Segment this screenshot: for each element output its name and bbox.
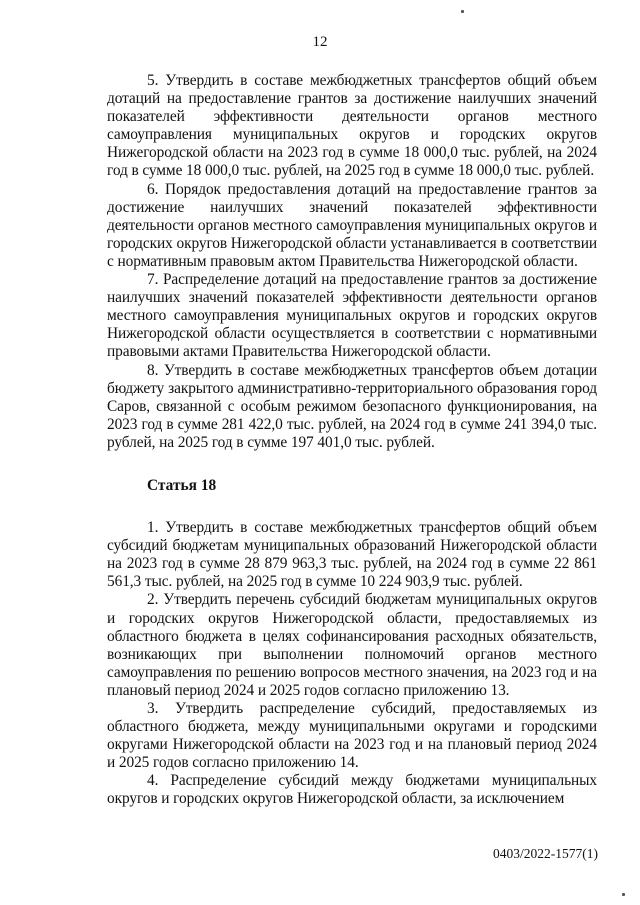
article-18-item-4: 4. Распределение субсидий между бюджетами муниципальных округов и городских округов Нижегородской области, за исключением (107, 772, 597, 808)
article-18-item-2: 2. Утвердить перечень субсидий бюджетам муниципальных округов и городских округов Нижегородской области, предоставляемых из областного бюджета в целях софинансирования расходных обязательств, возникающих при выполнении полномочий органов местного самоуправления по решению вопросов местного значения, на 2023 год и на плановый период 2024 и 2025 годов согласно приложению 13. (107, 591, 597, 699)
article-18-item-3: 3. Утвердить распределение субсидий, предоставляемых из областного бюджета, между муниципальными округами и городскими округами Нижегородской области на 2023 год и на плановый период 2024 и 2025 годов согласно приложению 14. (107, 700, 597, 772)
article-18-item-1: 1. Утвердить в составе межбюджетных трансфертов общий объем субсидий бюджетам муниципальных образований Нижегородской области на 2023 год в сумме 28 879 963,3 тыс. рублей, на 2024 год в сумме 22 861 561,3 тыс. рублей, на 2025 год в сумме 10 224 903,9 тыс. рублей. (107, 519, 597, 591)
paragraph-item-5: 5. Утвердить в составе межбюджетных трансфертов общий объем дотаций на предоставление грантов за достижение наилучших значений показателей эффективности деятельности органов местного самоуправления муниципальных округов и городских округов Нижегородской области на 2023 год в сумме 18 000,0 тыс. рублей, на 2024 год в сумме 18 000,0 тыс. рублей, на 2025 год в сумме 18 000,0 тыс. рублей. (107, 72, 597, 180)
article-heading: Статья 18 (147, 476, 217, 494)
page-number: 12 (312, 34, 328, 50)
document-body (107, 72, 597, 809)
document-code: 0403/2022-1577(1) (493, 846, 598, 861)
scan-dot (622, 893, 625, 896)
paragraph-item-6: 6. Порядок предоставления дотаций на предоставление грантов за достижение наилучших значений показателей эффективности деятельности органов местного самоуправления муниципальных округов и городских округов Нижегородской области устанавливается в соответствии с нормативным правовым актом Правительства Нижегородской области. (107, 180, 597, 270)
scan-dot (461, 10, 464, 13)
paragraph-item-7: 7. Распределение дотаций на предоставление грантов за достижение наилучших значений показателей эффективности деятельности органов местного самоуправления муниципальных округов и городских округов Нижегородской области осуществляется в соответствии с нормативными правовыми актами Правительства Нижегородской области. (107, 271, 597, 361)
paragraph-item-8: 8. Утвердить в составе межбюджетных трансфертов объем дотации бюджету закрытого административно-территориального образования город Саров, связанной с особым режимом безопасного функционирования, на 2023 год в сумме 281 422,0 тыс. рублей, на 2024 год в сумме 241 394,0 тыс. рублей, на 2025 год в сумме 197 401,0 тыс. рублей. (107, 361, 597, 451)
